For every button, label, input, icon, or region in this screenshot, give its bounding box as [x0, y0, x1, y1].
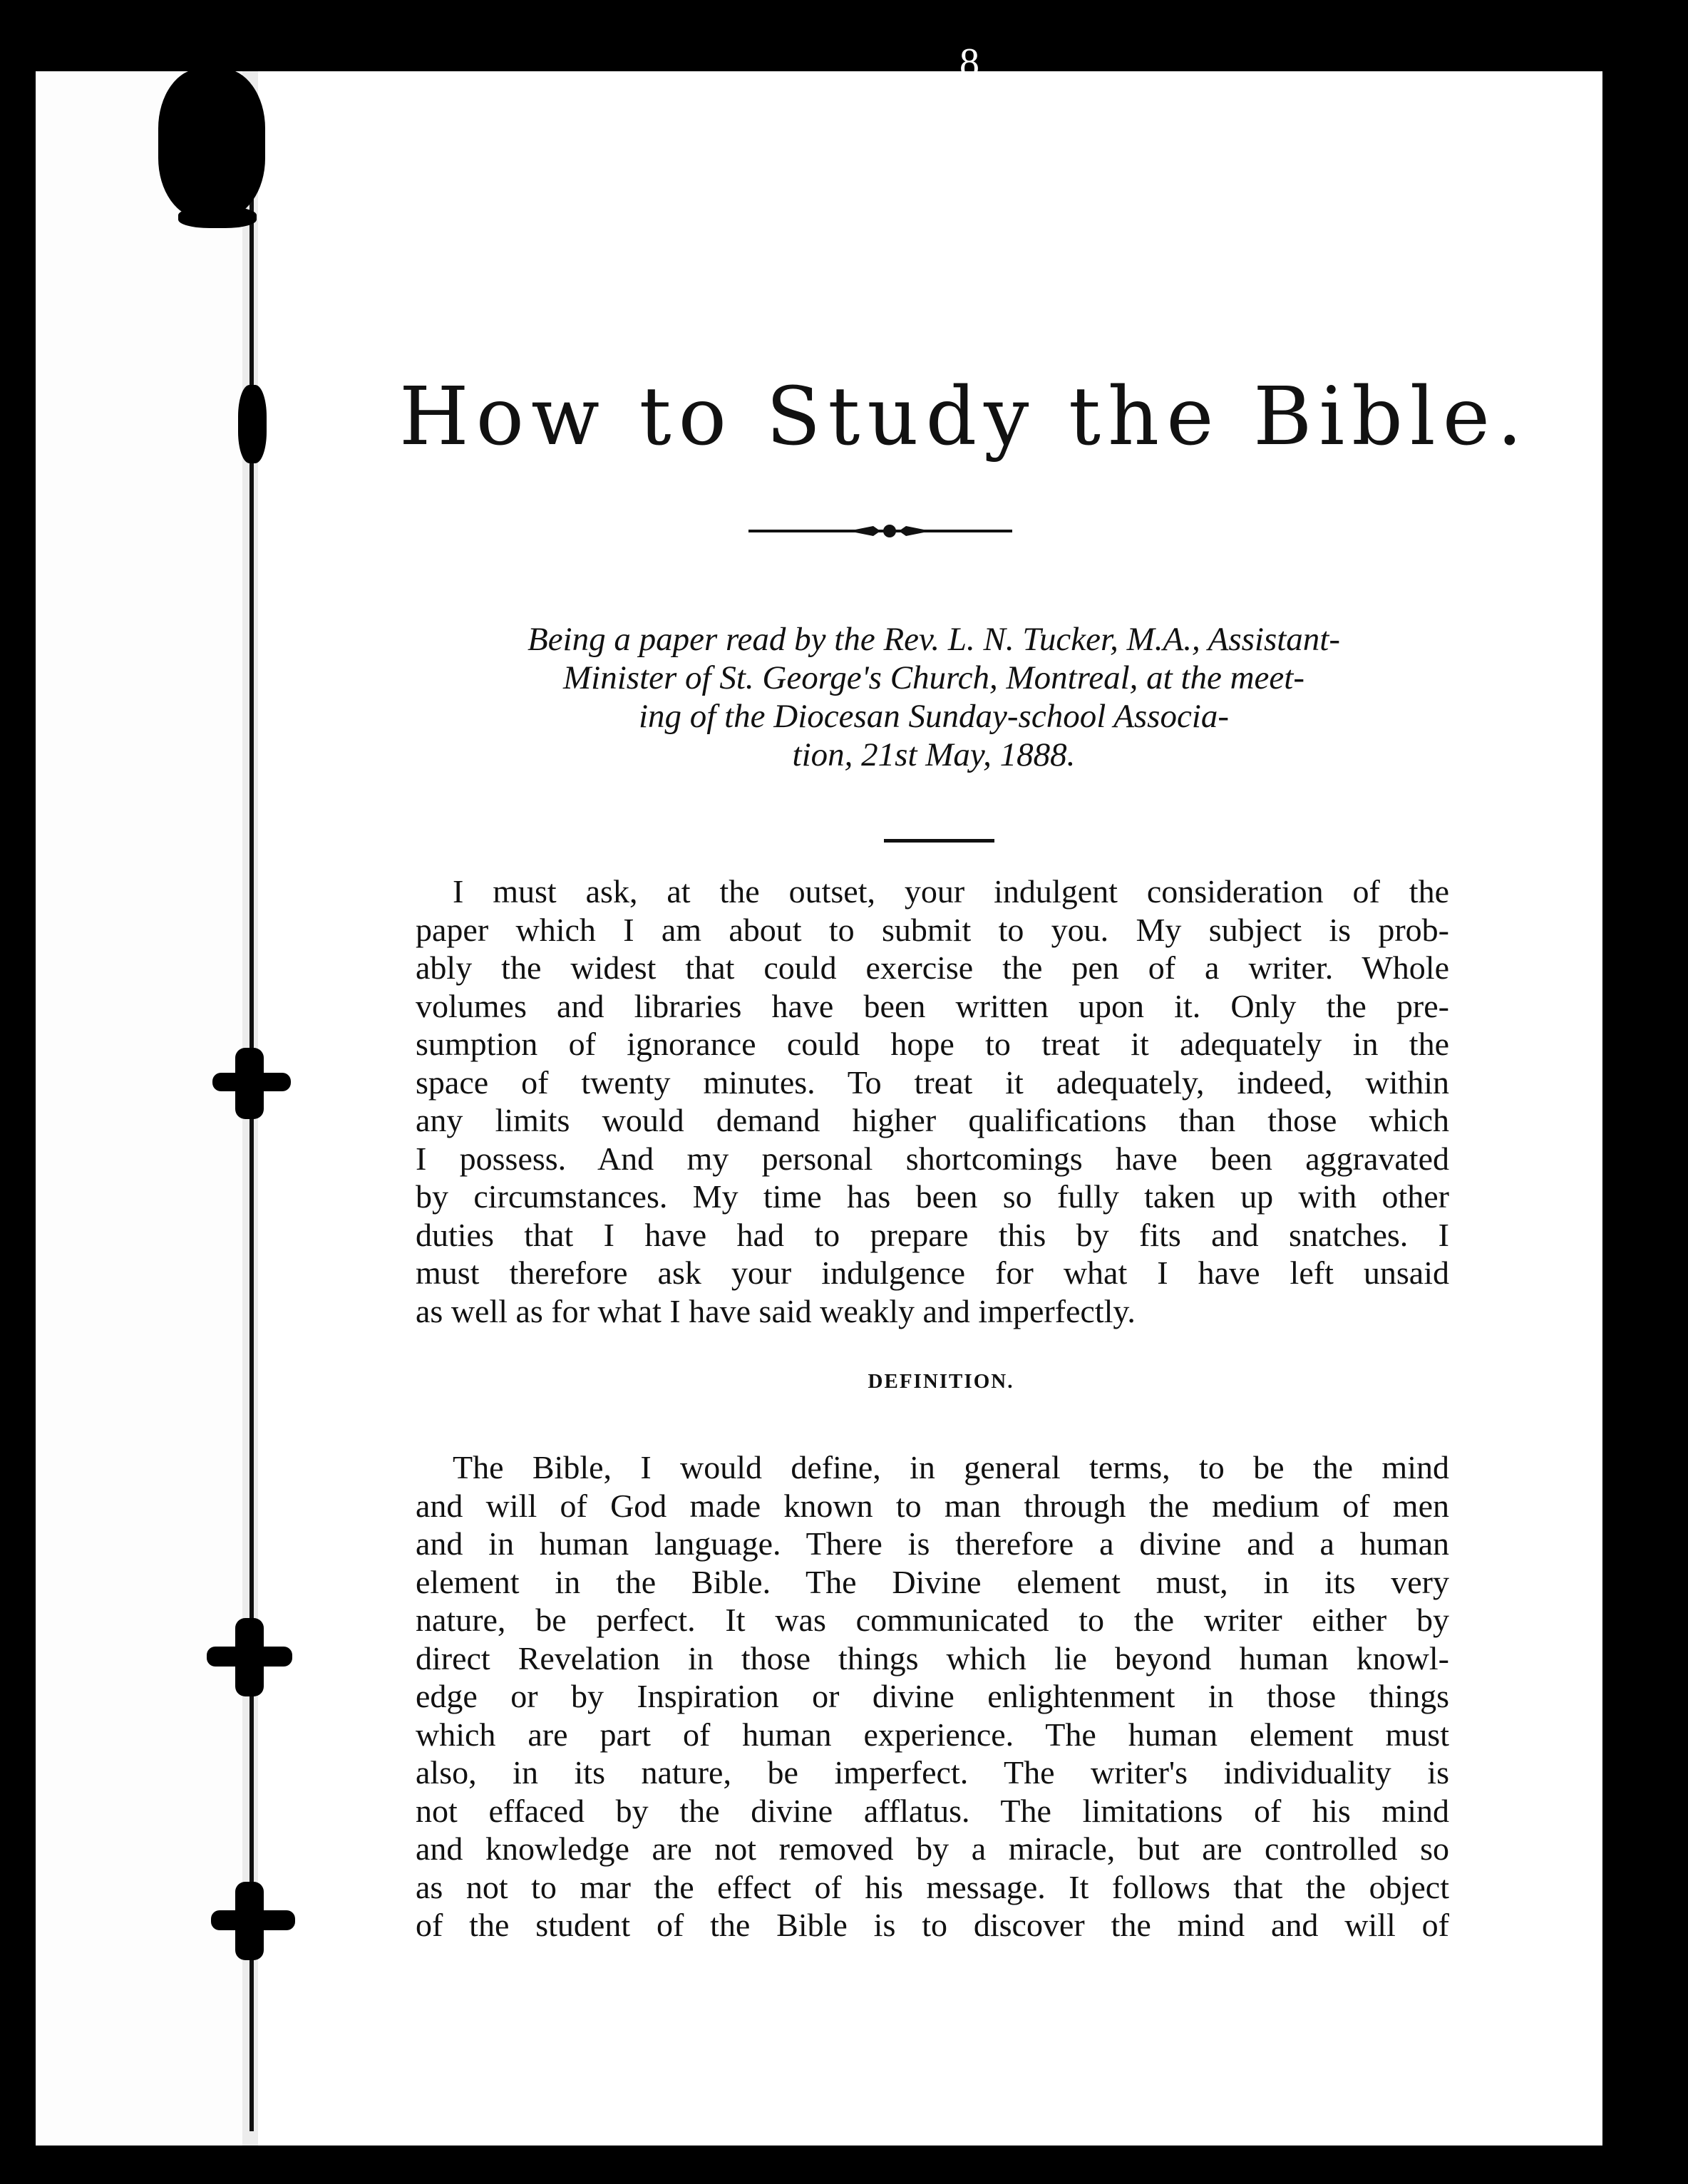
text-line: and will of God made known to man through the medium of men: [416, 1487, 1449, 1524]
text-line: I must ask, at the outset, your indulgent consideration of the: [453, 873, 1449, 910]
text-line: any limits would demand higher qualifications than those which: [416, 1102, 1449, 1138]
book-spine: [249, 178, 254, 2131]
binding-stitch: [235, 1882, 264, 1960]
binding-blot: [158, 68, 265, 218]
intro-line: Being a paper read by the Rev. L. N. Tucker, M.A., Assistant-: [527, 621, 1341, 658]
section-heading: DEFINITION.: [868, 1370, 1014, 1393]
intro-line: ing of the Diocesan Sunday-school Associa-: [638, 698, 1230, 735]
binding-stitch: [235, 1048, 264, 1119]
binding-blot: [178, 207, 257, 228]
text-line: The Bible, I would define, in general terms, to be the mind: [453, 1449, 1449, 1485]
text-line: which are part of human experience. The human element must: [416, 1716, 1449, 1753]
text-line: as well as for what I have said weakly and imperfectly.: [416, 1292, 1136, 1329]
opening-paragraph: [416, 872, 1449, 1330]
scan-border-left: [0, 0, 36, 2184]
text-line: and in human language. There is therefore a divine and a human: [416, 1525, 1449, 1562]
text-line: I possess. And my personal shortcomings have been aggravated: [416, 1140, 1449, 1177]
scan-border-top: [0, 0, 1688, 71]
text-line: and knowledge are not removed by a miracle, but are controlled so: [416, 1830, 1449, 1867]
previous-page-edge: [36, 71, 242, 2146]
text-line: space of twenty minutes. To treat it adequately, indeed, within: [416, 1063, 1449, 1101]
text-line: ably the widest that could exercise the pen of a writer. Whole: [416, 949, 1449, 986]
text-line: of the student of the Bible is to discover the mind and will of: [416, 1907, 1449, 1943]
short-rule: [884, 839, 994, 843]
text-line: not effaced by the divine afflatus. The limitations of his mind: [416, 1792, 1449, 1829]
text-line: nature, be perfect. It was communicated to the writer either by: [416, 1602, 1449, 1638]
intro-line: Minister of St. George's Church, Montreal, at the meet-: [563, 659, 1304, 696]
intro-line: tion, 21st May, 1888.: [792, 736, 1076, 773]
text-line: by circumstances. My time has been so fully taken up with other: [416, 1178, 1449, 1215]
text-line: must therefore ask your indulgence for what I have left unsaid: [416, 1255, 1449, 1291]
intro-note: [399, 620, 1468, 774]
text-line: duties that I have had to prepare this by fits and snatches. I: [416, 1216, 1449, 1253]
page-title: How to Study the Bible.: [399, 371, 1530, 463]
text-line: volumes and libraries have been written upon it. Only the pre-: [416, 987, 1449, 1024]
top-margin-mark: 8: [959, 41, 979, 85]
binding-blot: [238, 385, 267, 463]
text-line: direct Revelation in those things which lie beyond human knowl-: [416, 1639, 1449, 1676]
ornament-divider: [748, 520, 1012, 542]
text-line: also, in its nature, be imperfect. The writer's individuality is: [416, 1754, 1449, 1791]
text-line: as not to mar the effect of his message. It follows that the object: [416, 1868, 1449, 1905]
text-line: paper which I am about to submit to you. My subject is prob-: [416, 911, 1449, 948]
scan-border-bottom: [0, 2146, 1688, 2184]
text-line: element in the Bible. The Divine element must, in its very: [416, 1563, 1449, 1600]
binding-stitch: [235, 1618, 264, 1696]
scan-border-right: [1602, 0, 1688, 2184]
text-line: sumption of ignorance could hope to treat it adequately in the: [416, 1026, 1449, 1062]
text-line: edge or by Inspiration or divine enlightenment in those things: [416, 1678, 1449, 1714]
definition-paragraph: [416, 1448, 1449, 1945]
